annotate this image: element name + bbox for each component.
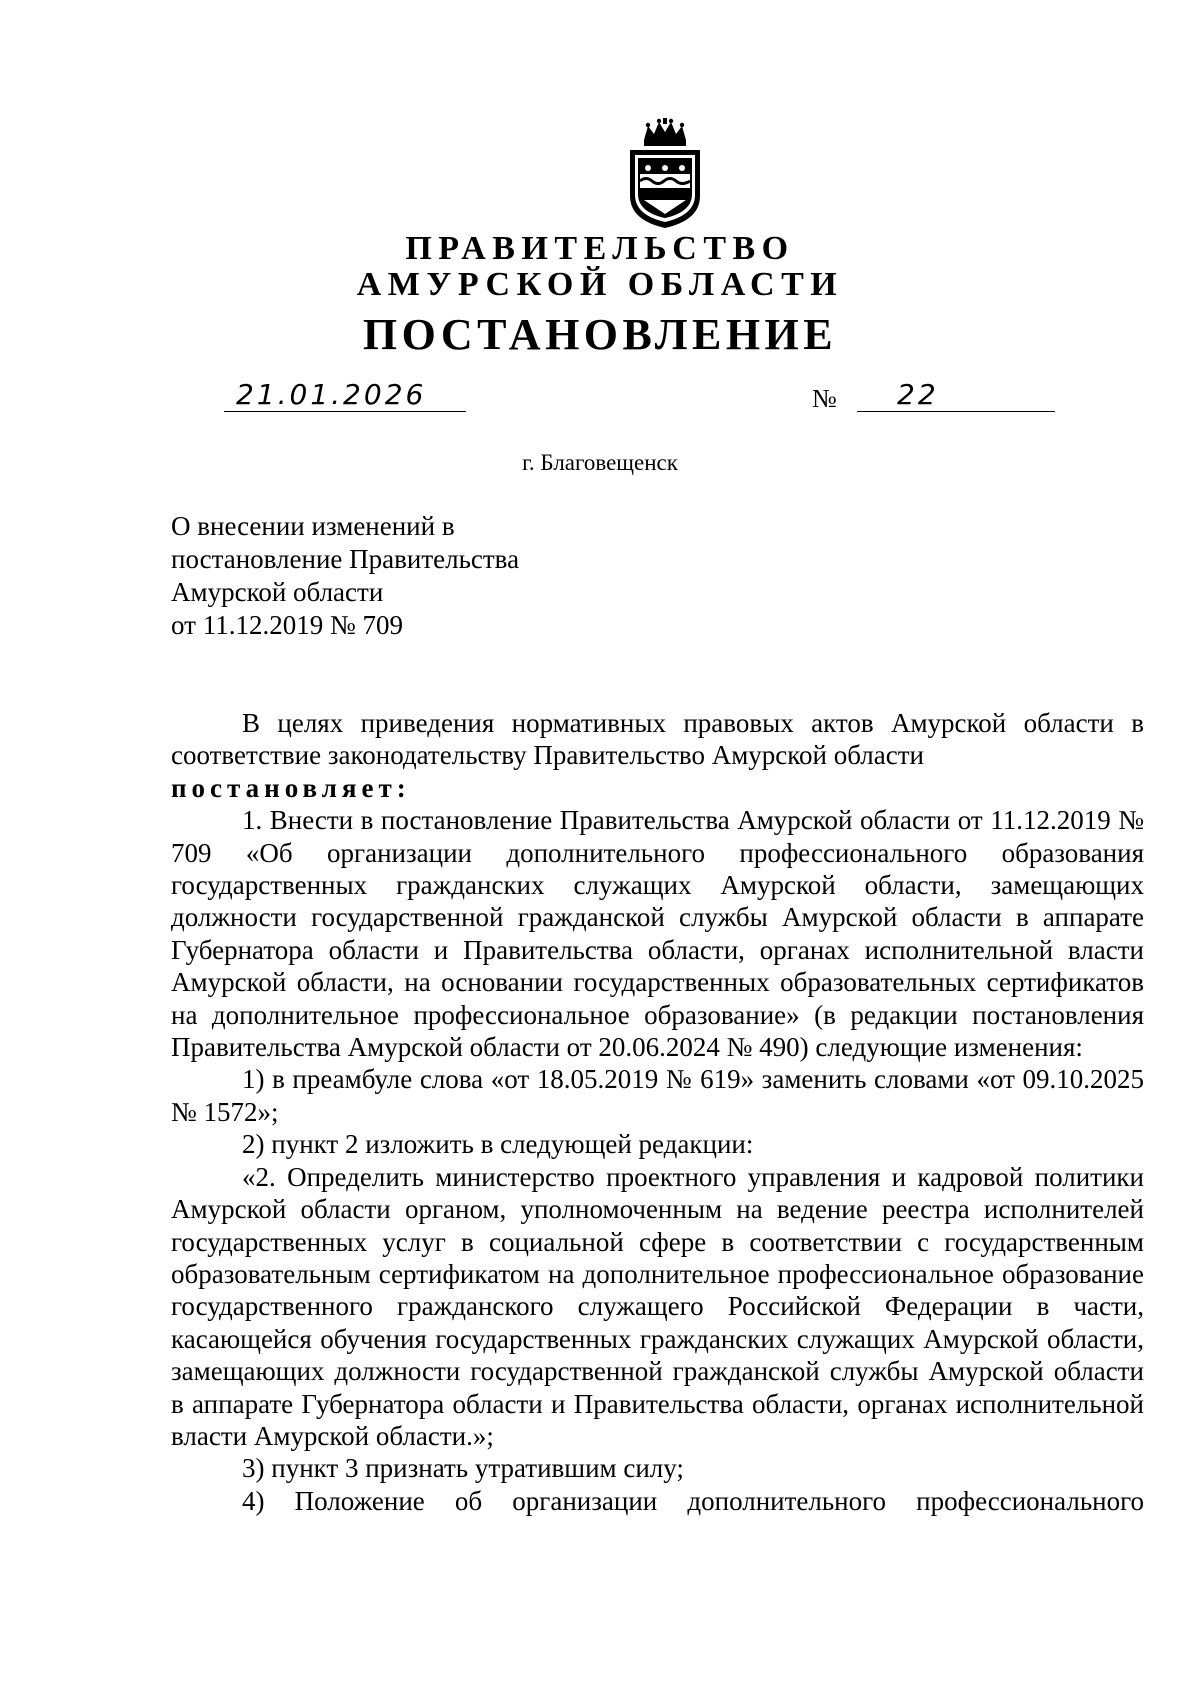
document-body bbox=[171, 707, 1144, 1517]
subject-line: от 11.12.2019 № 709 bbox=[171, 610, 403, 640]
coat-of-arms-icon bbox=[624, 118, 706, 230]
subitem-3-paragraph: 3) пункт 3 признать утратившим силу; bbox=[242, 1453, 684, 1484]
intro-paragraph: В целях приведения нормативных правовых актов Амурской области в соответствие законодательству Правительство Амурской области bbox=[171, 708, 1144, 771]
date-field bbox=[224, 375, 466, 412]
document-subject bbox=[171, 510, 519, 642]
subject-line: Амурской области bbox=[171, 577, 384, 607]
subject-line: О внесении изменений в bbox=[171, 511, 455, 541]
handwritten-number: 22 bbox=[897, 378, 939, 411]
org-name-line1: ПРАВИТЕЛЬСТВО bbox=[405, 230, 795, 267]
subitem-4-paragraph: 4) Положение об организации дополнительного профессионального bbox=[242, 1485, 1144, 1516]
subitem-1-paragraph: 1) в преамбуле слова «от 18.05.2019 № 619» заменить словами «от 09.10.2025 № 1572»; bbox=[171, 1064, 1144, 1127]
number-sign: № bbox=[812, 384, 837, 413]
decree-line bbox=[171, 772, 1144, 804]
item-1-paragraph: 1. Внести в постановление Правительства Амурской области от 11.12.2019 № 709 «Об организации дополнительного профессионального образования государственных гражданских служащих Амурской области, замещающих должности государственной гражданской службы Амурской области в аппарате Губернатора области и Правительства области, органах исполнительной власти Амурской области, на основании государственных образовательных сертификатов на дополнительное профессиональное образование» (в редакции постановления Правительства Амурской области от 20.06.2024 № 490) следующие изменения: bbox=[171, 805, 1144, 1063]
subitem-2-paragraph: 2) пункт 2 изложить в следующей редакции: bbox=[242, 1129, 754, 1160]
org-name-line2: АМУРСКОЙ ОБЛАСТИ bbox=[356, 266, 844, 303]
number-field bbox=[857, 375, 1055, 412]
city-line: г. Благовещенск bbox=[522, 450, 678, 475]
quoted-item-2-paragraph: «2. Определить министерство проектного управления и кадровой политики Амурской области органом, уполномоченным на ведение реестра исполнителей государственных услуг в социальной сфере в соответствии с государственным образовательным сертификатом на дополнительное профессиональное образование государственного гражданского служащего Российской Федерации в части, касающейся обучения государственных гражданских служащих Амурской области, замещающих должности государственной гражданской службы Амурской области в аппарате Губернатора области и Правительства области, органах исполнительной власти Амурской области.»; bbox=[171, 1161, 1144, 1451]
decree-word: постановляет: bbox=[171, 772, 411, 803]
handwritten-date: 21.01.2026 bbox=[236, 378, 427, 411]
subject-line: постановление Правительства bbox=[171, 544, 520, 574]
document-type-title: ПОСТАНОВЛЕНИЕ bbox=[362, 310, 838, 359]
